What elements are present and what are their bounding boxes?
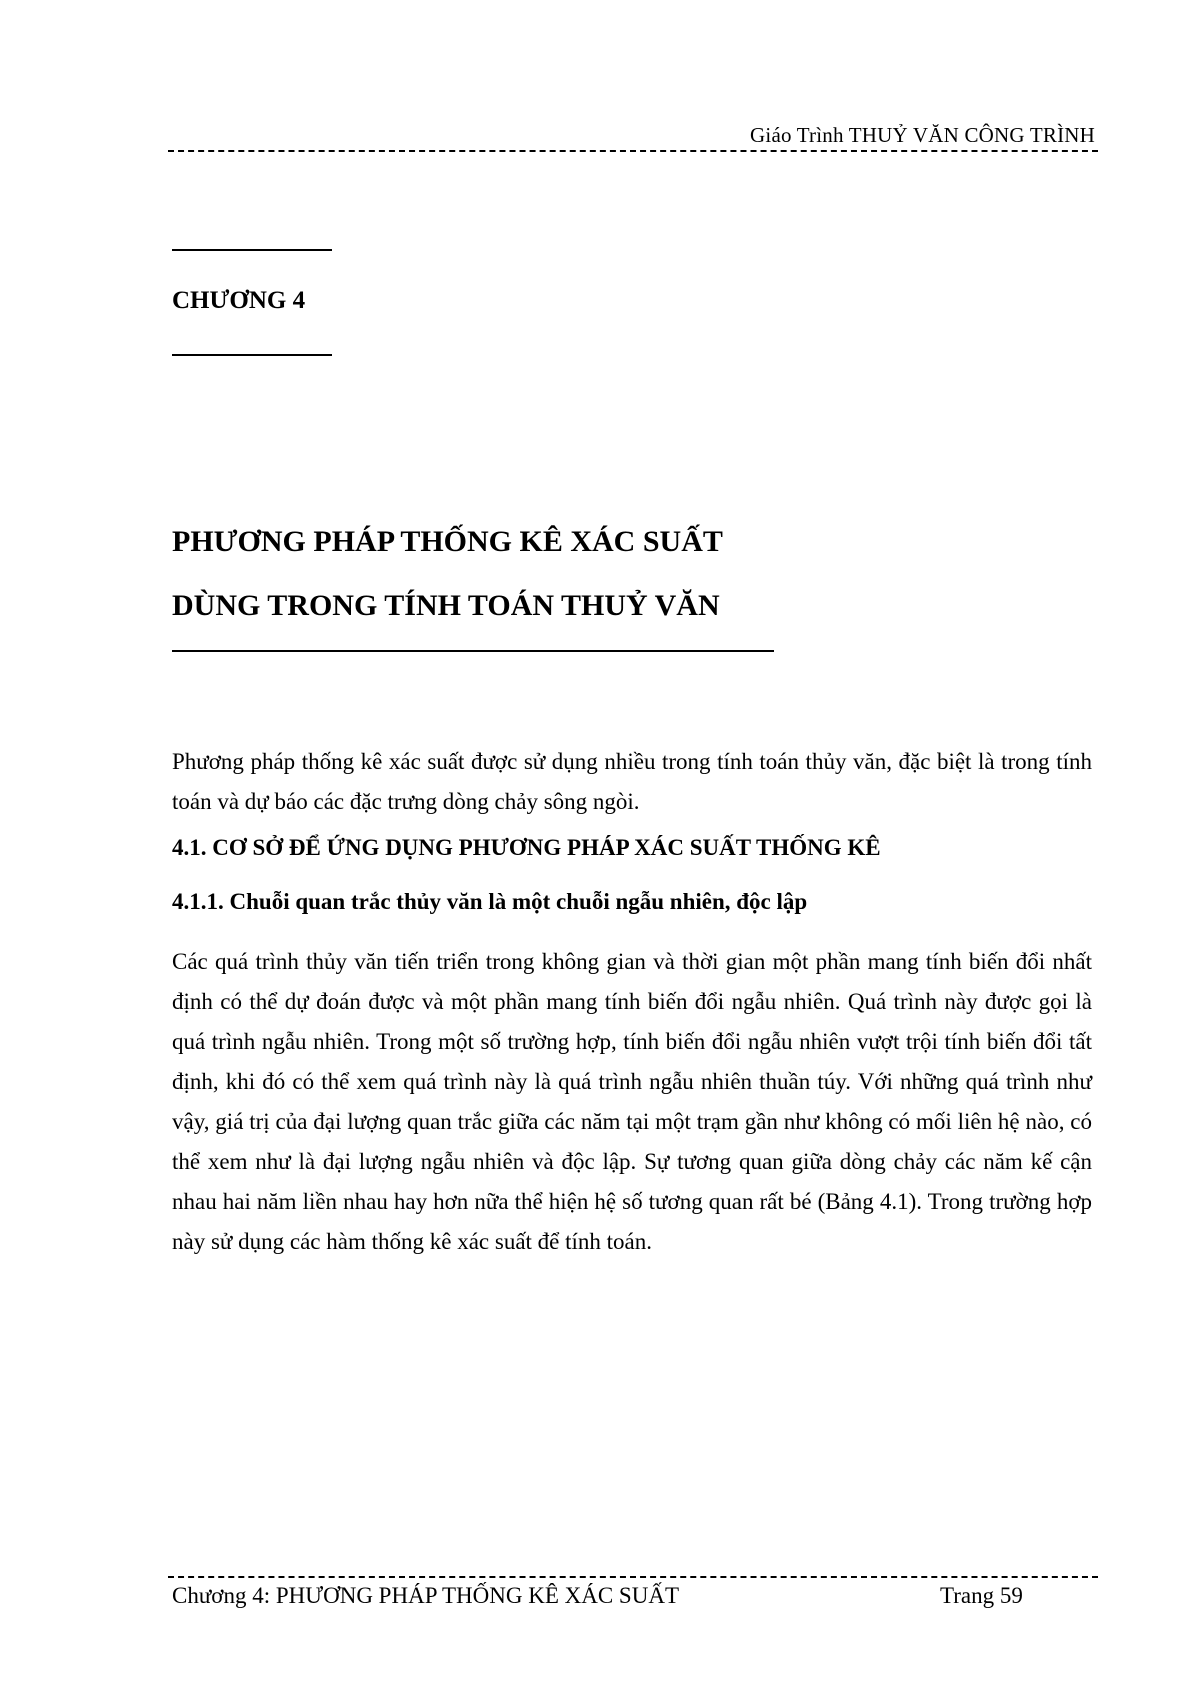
- chapter-title-rule: [172, 650, 774, 652]
- chapter-rule-top: [172, 249, 332, 251]
- body-paragraph: Các quá trình thủy văn tiến triển trong không gian và thời gian một phần mang tính biến đổi nhất định có thể dự đoán được và một phần mang tính biến đổi ngẫu nhiên. Quá trình này được gọi là quá trình ngẫu nhiên. Trong một số trường hợp, tính biến đổi ngẫu nhiên vượt trội tính biến đổi tất định, khi đó có thể xem quá trình này là quá trình ngẫu nhiên thuần túy. Với những quá trình như vậy, giá trị của đại lượng quan trắc giữa các năm tại một trạm gần như không có mối liên hệ nào, có thể xem như là đại lượng ngẫu nhiên và độc lập. Sự tương quan giữa dòng chảy các năm kế cận nhau hai năm liền nhau hay hơn nữa thể hiện hệ số tương quan rất bé (Bảng 4.1). Trong trường hợp này sử dụng các hàm thống kê xác suất để tính toán.: [172, 949, 1092, 1254]
- subsection-heading: 4.1.1. Chuỗi quan trắc thủy văn là một chuỗi ngẫu nhiên, độc lập: [172, 889, 808, 914]
- footer-divider: [168, 1576, 1098, 1578]
- section-heading: 4.1. CƠ SỞ ĐỂ ỨNG DỤNG PHƯƠNG PHÁP XÁC SUẤT THỐNG KÊ: [172, 835, 881, 860]
- page-number: Trang 59: [940, 1583, 1023, 1608]
- running-header: Giáo Trình THUỶ VĂN CÔNG TRÌNH: [750, 123, 1095, 147]
- chapter-title-line-2: DÙNG TRONG TÍNH TOÁN THUỶ VĂN: [172, 589, 720, 622]
- intro-paragraph: Phương pháp thống kê xác suất được sử dụng nhiều trong tính toán thủy văn, đặc biệt là trong tính toán và dự báo các đặc trưng dòng chảy sông ngòi.: [172, 749, 1092, 814]
- chapter-rule-bottom: [172, 354, 332, 356]
- chapter-title: [172, 510, 723, 638]
- header-divider: [168, 150, 1098, 152]
- footer-chapter-ref: Chương 4: PHƯƠNG PHÁP THỐNG KÊ XÁC SUẤT: [172, 1583, 679, 1608]
- chapter-title-line-1: PHƯƠNG PHÁP THỐNG KÊ XÁC SUẤT: [172, 525, 723, 558]
- chapter-label: CHƯƠNG 4: [172, 287, 306, 314]
